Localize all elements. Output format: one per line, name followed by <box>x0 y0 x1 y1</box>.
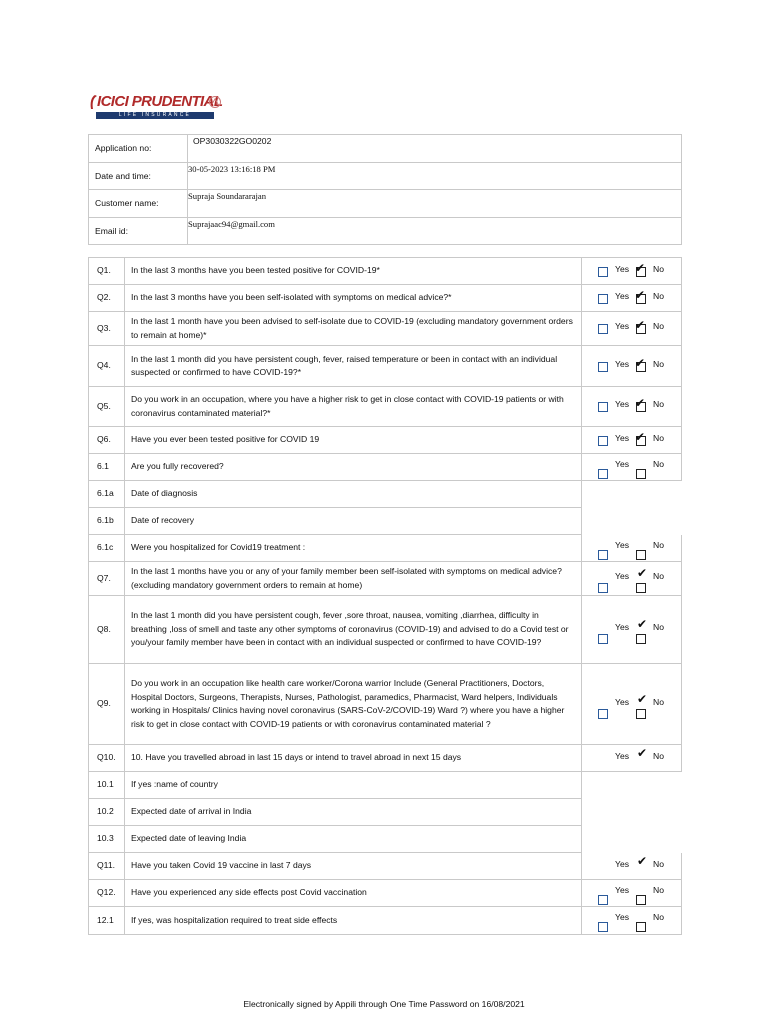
covid-questionnaire-table <box>88 257 682 935</box>
yes-checkbox[interactable] <box>598 324 608 334</box>
icici-prudential-logo <box>88 93 228 125</box>
question-row <box>89 562 682 596</box>
question-row <box>89 772 682 799</box>
question-row <box>89 664 682 745</box>
no-label: No <box>653 433 664 443</box>
no-label: No <box>653 321 664 331</box>
no-checkbox[interactable] <box>636 634 646 644</box>
question-number: Q7. <box>89 562 125 596</box>
no-checkbox[interactable] <box>636 550 646 560</box>
answer-cell <box>582 799 682 826</box>
customer-name-label: Customer name: <box>89 190 188 218</box>
yes-checkbox[interactable] <box>598 436 608 446</box>
yes-label: Yes <box>615 751 630 761</box>
question-row <box>89 880 682 907</box>
answer-cell <box>582 562 682 596</box>
question-number: 12.1 <box>89 907 125 935</box>
answer-cell <box>582 664 682 745</box>
yes-label: Yes <box>615 359 630 369</box>
esign-footer: Electronically signed by Appili through One Time Password on 16/08/2021 <box>243 999 525 1009</box>
answer-cell <box>582 454 682 481</box>
question-row <box>89 346 682 387</box>
no-label: No <box>653 459 664 469</box>
no-label: No <box>653 622 664 632</box>
answer-cell <box>582 772 682 799</box>
no-label: No <box>653 885 664 895</box>
answer-cell <box>582 508 682 535</box>
no-label: No <box>653 697 664 707</box>
no-label: No <box>653 859 664 869</box>
email-label: Email id: <box>89 217 188 245</box>
no-checkbox[interactable] <box>636 895 646 905</box>
yes-label: Yes <box>615 433 630 443</box>
answer-cell <box>582 853 682 880</box>
yes-label: Yes <box>615 912 630 922</box>
application-no-value: OP3030322GO0202 <box>188 135 682 163</box>
yes-checkbox[interactable] <box>598 895 608 905</box>
logo-tagline: LIFE INSURANCE <box>96 112 214 119</box>
yes-label: Yes <box>615 291 630 301</box>
yes-checkbox[interactable] <box>598 634 608 644</box>
yes-checkbox[interactable] <box>598 402 608 412</box>
application-info-table <box>88 134 682 245</box>
yes-checkbox[interactable] <box>598 294 608 304</box>
question-text: Date of diagnosis <box>125 481 582 508</box>
checked-icon: ✔ <box>635 356 646 370</box>
logo-emblem-icon <box>208 95 222 109</box>
answer-cell <box>582 535 682 562</box>
question-number: Q8. <box>89 596 125 664</box>
checked-icon: ✔ <box>635 288 646 302</box>
question-row <box>89 745 682 772</box>
yes-label: Yes <box>615 859 630 869</box>
info-row-date <box>89 162 682 190</box>
yes-label: Yes <box>615 571 630 581</box>
question-row <box>89 258 682 285</box>
yes-checkbox[interactable] <box>598 709 608 719</box>
checkmark-icon: ✔ <box>637 692 648 706</box>
no-label: No <box>653 571 664 581</box>
date-time-value: 30-05-2023 13:16:18 PM <box>188 162 682 190</box>
no-label: No <box>653 264 664 274</box>
question-number: Q9. <box>89 664 125 745</box>
checkmark-icon: ✔ <box>637 566 648 580</box>
question-number: Q11. <box>89 853 125 880</box>
question-text: 10. Have you travelled abroad in last 15 days or intend to travel abroad in next 15 days <box>125 745 582 772</box>
answer-cell <box>582 481 682 508</box>
checked-icon: ✔ <box>635 261 646 275</box>
question-text: In the last 3 months have you been self-isolated with symptoms on medical advice?* <box>125 285 582 312</box>
question-text: Expected date of arrival in India <box>125 799 582 826</box>
no-label: No <box>653 540 664 550</box>
customer-name-value: Supraja Soundararajan <box>188 190 682 218</box>
question-number: Q5. <box>89 387 125 427</box>
email-value: Suprajaac94@gmail.com <box>188 217 682 245</box>
question-text: Are you fully recovered? <box>125 454 582 481</box>
yes-checkbox[interactable] <box>598 550 608 560</box>
question-number: 10.2 <box>89 799 125 826</box>
question-text: Have you ever been tested positive for COVID 19 <box>125 427 582 454</box>
info-row-email <box>89 217 682 245</box>
question-row <box>89 454 682 481</box>
yes-label: Yes <box>615 459 630 469</box>
yes-checkbox[interactable] <box>598 922 608 932</box>
application-no-label: Application no: <box>89 135 188 163</box>
question-text: Do you work in an occupation, where you have a higher risk to get in close contact with COVID-19 patients or with coronavirus contaminated material?* <box>125 387 582 427</box>
question-row <box>89 427 682 454</box>
yes-label: Yes <box>615 264 630 274</box>
date-time-label: Date and time: <box>89 162 188 190</box>
question-number: 10.1 <box>89 772 125 799</box>
no-label: No <box>653 291 664 301</box>
answer-cell <box>582 907 682 935</box>
no-label: No <box>653 399 664 409</box>
no-checkbox[interactable] <box>636 922 646 932</box>
checkmark-icon: ✔ <box>637 617 648 631</box>
question-text: In the last 1 months have you or any of your family member been self-isolated with symptoms on medical advice?(excluding mandatory government orders to remain at home) <box>125 562 582 596</box>
yes-checkbox[interactable] <box>598 362 608 372</box>
answer-cell <box>582 427 682 454</box>
checkmark-icon: ✔ <box>637 746 648 760</box>
question-row <box>89 907 682 935</box>
question-text: Were you hospitalized for Covid19 treatment : <box>125 535 582 562</box>
question-number: Q10. <box>89 745 125 772</box>
checkmark-icon: ✔ <box>637 854 648 868</box>
question-text: Do you work in an occupation like health care worker/Corona warrior Include (General Practitioners, Doctors, Hospital Doctors, Surgeons, Therapists, Nurses, Pathologist, paramedics, Pharmacist, Ward helpers, Individuals working in Hospitals/ Clinics having novel coronavirus (SARS-CoV-2/COVID-19) Ward ?) where you have a higher risk to get in close contact with COVID-19 patients or with coronavirus contaminated material ? <box>125 664 582 745</box>
yes-label: Yes <box>615 697 630 707</box>
question-row <box>89 481 682 508</box>
answer-cell <box>582 880 682 907</box>
question-row <box>89 535 682 562</box>
yes-label: Yes <box>615 622 630 632</box>
question-number: 6.1 <box>89 454 125 481</box>
question-number: 6.1b <box>89 508 125 535</box>
answer-cell <box>582 312 682 346</box>
question-text: Expected date of leaving India <box>125 826 582 853</box>
answer-cell <box>582 285 682 312</box>
question-number: Q1. <box>89 258 125 285</box>
question-number: 6.1c <box>89 535 125 562</box>
question-number: Q6. <box>89 427 125 454</box>
question-text: Have you experienced any side effects post Covid vaccination <box>125 880 582 907</box>
no-checkbox[interactable] <box>636 583 646 593</box>
yes-label: Yes <box>615 399 630 409</box>
checked-icon: ✔ <box>635 430 646 444</box>
no-checkbox[interactable] <box>636 709 646 719</box>
question-number: Q4. <box>89 346 125 387</box>
yes-checkbox[interactable] <box>598 583 608 593</box>
no-checkbox[interactable] <box>636 469 646 479</box>
question-row <box>89 596 682 664</box>
question-number: Q2. <box>89 285 125 312</box>
question-row <box>89 508 682 535</box>
question-text: If yes, was hospitalization required to treat side effects <box>125 907 582 935</box>
question-row <box>89 799 682 826</box>
yes-label: Yes <box>615 540 630 550</box>
question-row <box>89 853 682 880</box>
question-number: Q3. <box>89 312 125 346</box>
question-text: In the last 1 month did you have persistent cough, fever, raised temperature or been in contact with an individual suspected or confirmed to have COVID-19?* <box>125 346 582 387</box>
info-row-customer <box>89 190 682 218</box>
question-text: In the last 3 months have you been tested positive for COVID-19* <box>125 258 582 285</box>
question-text: In the last 1 month have you been advised to self-isolate due to COVID-19 (excluding mandatory government orders to remain at home)* <box>125 312 582 346</box>
checked-icon: ✔ <box>635 396 646 410</box>
question-number: Q12. <box>89 880 125 907</box>
question-text: In the last 1 month did you have persistent cough, fever ,sore throat, nausea, vomiting ,diarrhea, difficulty in breathing ,loss of smell and taste any other symptoms of coronavirus (COVID-19) and advised to do a Covid test or you/your family member have been in contact with an individual suspected or confirmed to have COVID-19? <box>125 596 582 664</box>
question-text: Date of recovery <box>125 508 582 535</box>
answer-cell <box>582 745 682 772</box>
question-number: 6.1a <box>89 481 125 508</box>
question-row <box>89 285 682 312</box>
question-row <box>89 826 682 853</box>
question-text: If yes :name of country <box>125 772 582 799</box>
answer-cell <box>582 346 682 387</box>
no-label: No <box>653 359 664 369</box>
yes-checkbox[interactable] <box>598 469 608 479</box>
question-row <box>89 387 682 427</box>
question-text: Have you taken Covid 19 vaccine in last 7 days <box>125 853 582 880</box>
answer-cell <box>582 387 682 427</box>
question-row <box>89 312 682 346</box>
no-label: No <box>653 912 664 922</box>
yes-checkbox[interactable] <box>598 267 608 277</box>
answer-cell <box>582 826 682 853</box>
checked-icon: ✔ <box>635 318 646 332</box>
yes-label: Yes <box>615 885 630 895</box>
info-row-application <box>89 135 682 163</box>
logo-brand-text: ICICI PRUDENTIAL <box>97 93 223 110</box>
yes-label: Yes <box>615 321 630 331</box>
answer-cell <box>582 596 682 664</box>
question-number: 10.3 <box>89 826 125 853</box>
answer-cell <box>582 258 682 285</box>
no-label: No <box>653 751 664 761</box>
